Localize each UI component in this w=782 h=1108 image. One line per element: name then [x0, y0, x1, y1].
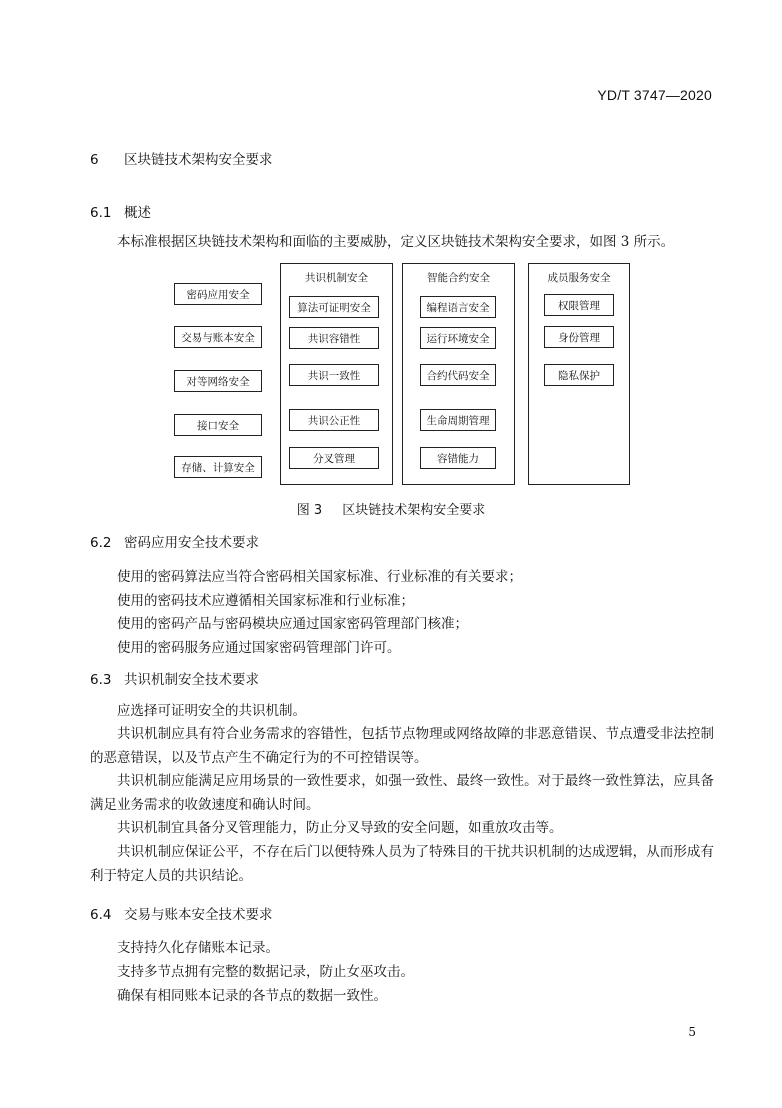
requirement-line: 使用的密码服务应通过国家密码管理部门许可。 — [117, 640, 401, 656]
requirement-paragraph: 应选择可证明安全的共识机制。 — [117, 703, 306, 719]
box-consensus-item: 共识公正性 — [289, 409, 379, 431]
section-6-2-heading — [90, 531, 259, 551]
overview-paragraph: 本标准根据区块链技术架构和面临的主要威胁，定义区块链技术架构安全要求，如图 3 所示。 — [117, 234, 675, 250]
section-title: 共识机制安全技术要求 — [124, 672, 259, 688]
requirement-line: 使用的密码技术应遵循相关国家标准和行业标准； — [117, 593, 414, 609]
box-consensus-item: 分叉管理 — [289, 447, 379, 469]
box-p2p-network-security: 对等网络安全 — [174, 370, 262, 392]
group-title-contract: 智能合约安全 — [427, 272, 490, 284]
requirement-paragraph: 共识机制宜具备分叉管理能力，防止分叉导致的安全问题，如重放攻击等。 — [117, 820, 563, 836]
requirement-line: 使用的密码算法应当符合密码相关国家标准、行业标准的有关要求； — [117, 569, 522, 585]
box-contract-item: 合约代码安全 — [420, 364, 496, 386]
section-6-heading — [90, 148, 273, 168]
section-6-4-heading — [90, 903, 273, 923]
requirement-paragraph: 共识机制应具有符合业务需求的容错性，包括节点物理或网络故障的非恶意错误、节点遭受非法控制的恶意错误，以及节点产生不确定行为的不可控错误等。 — [90, 726, 714, 766]
box-interface-security: 接口安全 — [174, 414, 262, 436]
requirement-paragraph: 共识机制应保证公平，不存在后门以便特殊人员为了特殊目的干扰共识机制的达成逻辑，从而形成有利于特定人员的共识结论。 — [90, 844, 714, 884]
box-member-item: 权限管理 — [544, 294, 614, 316]
section-6-1-heading — [90, 201, 151, 221]
requirement-line: 支持持久化存储账本记录。 — [117, 940, 279, 956]
group-title-member: 成员服务安全 — [547, 272, 611, 284]
figure-caption-text: 区块链技术架构安全要求 — [342, 503, 486, 518]
standard-number: YD/T 3747—2020 — [597, 87, 712, 103]
box-member-item: 隐私保护 — [544, 364, 614, 386]
box-contract-item: 编程语言安全 — [420, 296, 496, 318]
requirement-line: 确保有相同账本记录的各节点的数据一致性。 — [117, 988, 387, 1004]
section-number: 6.4 — [90, 907, 112, 923]
box-consensus-item: 共识一致性 — [289, 364, 379, 386]
box-consensus-item: 共识容错性 — [289, 327, 379, 349]
section-title: 交易与账本安全技术要求 — [124, 907, 273, 923]
section-number: 6.3 — [90, 672, 112, 688]
requirement-paragraph: 共识机制应能满足应用场景的一致性要求，如强一致性、最终一致性。对于最终一致性算法，应具备满足业务需求的收敛速度和确认时间。 — [90, 773, 714, 813]
section-number: 6.1 — [90, 205, 112, 221]
figure-caption — [0, 499, 782, 518]
box-contract-item: 生命周期管理 — [420, 409, 496, 431]
box-consensus-item: 算法可证明安全 — [289, 296, 379, 318]
box-transaction-ledger-security: 交易与账本安全 — [174, 326, 262, 348]
section-6-3-heading — [90, 668, 259, 688]
box-contract-item: 容错能力 — [420, 447, 496, 469]
group-title-consensus: 共识机制安全 — [305, 272, 368, 284]
requirement-line: 支持多节点拥有完整的数据记录，防止女巫攻击。 — [117, 964, 414, 980]
box-contract-item: 运行环境安全 — [420, 327, 496, 349]
section-title: 概述 — [124, 205, 151, 221]
section-title: 区块链技术架构安全要求 — [124, 152, 273, 168]
requirement-line: 使用的密码产品与密码模块应通过国家密码管理部门核准； — [117, 616, 468, 632]
box-member-item: 身份管理 — [544, 326, 614, 348]
section-number: 6.2 — [90, 535, 112, 551]
section-title: 密码应用安全技术要求 — [124, 535, 259, 551]
box-storage-compute-security: 存储、计算安全 — [174, 456, 262, 478]
page-number: 5 — [688, 1025, 696, 1039]
figure-caption-number: 图 3 — [296, 503, 323, 518]
section-number: 6 — [90, 152, 99, 168]
box-crypto-app-security: 密码应用安全 — [174, 283, 262, 305]
